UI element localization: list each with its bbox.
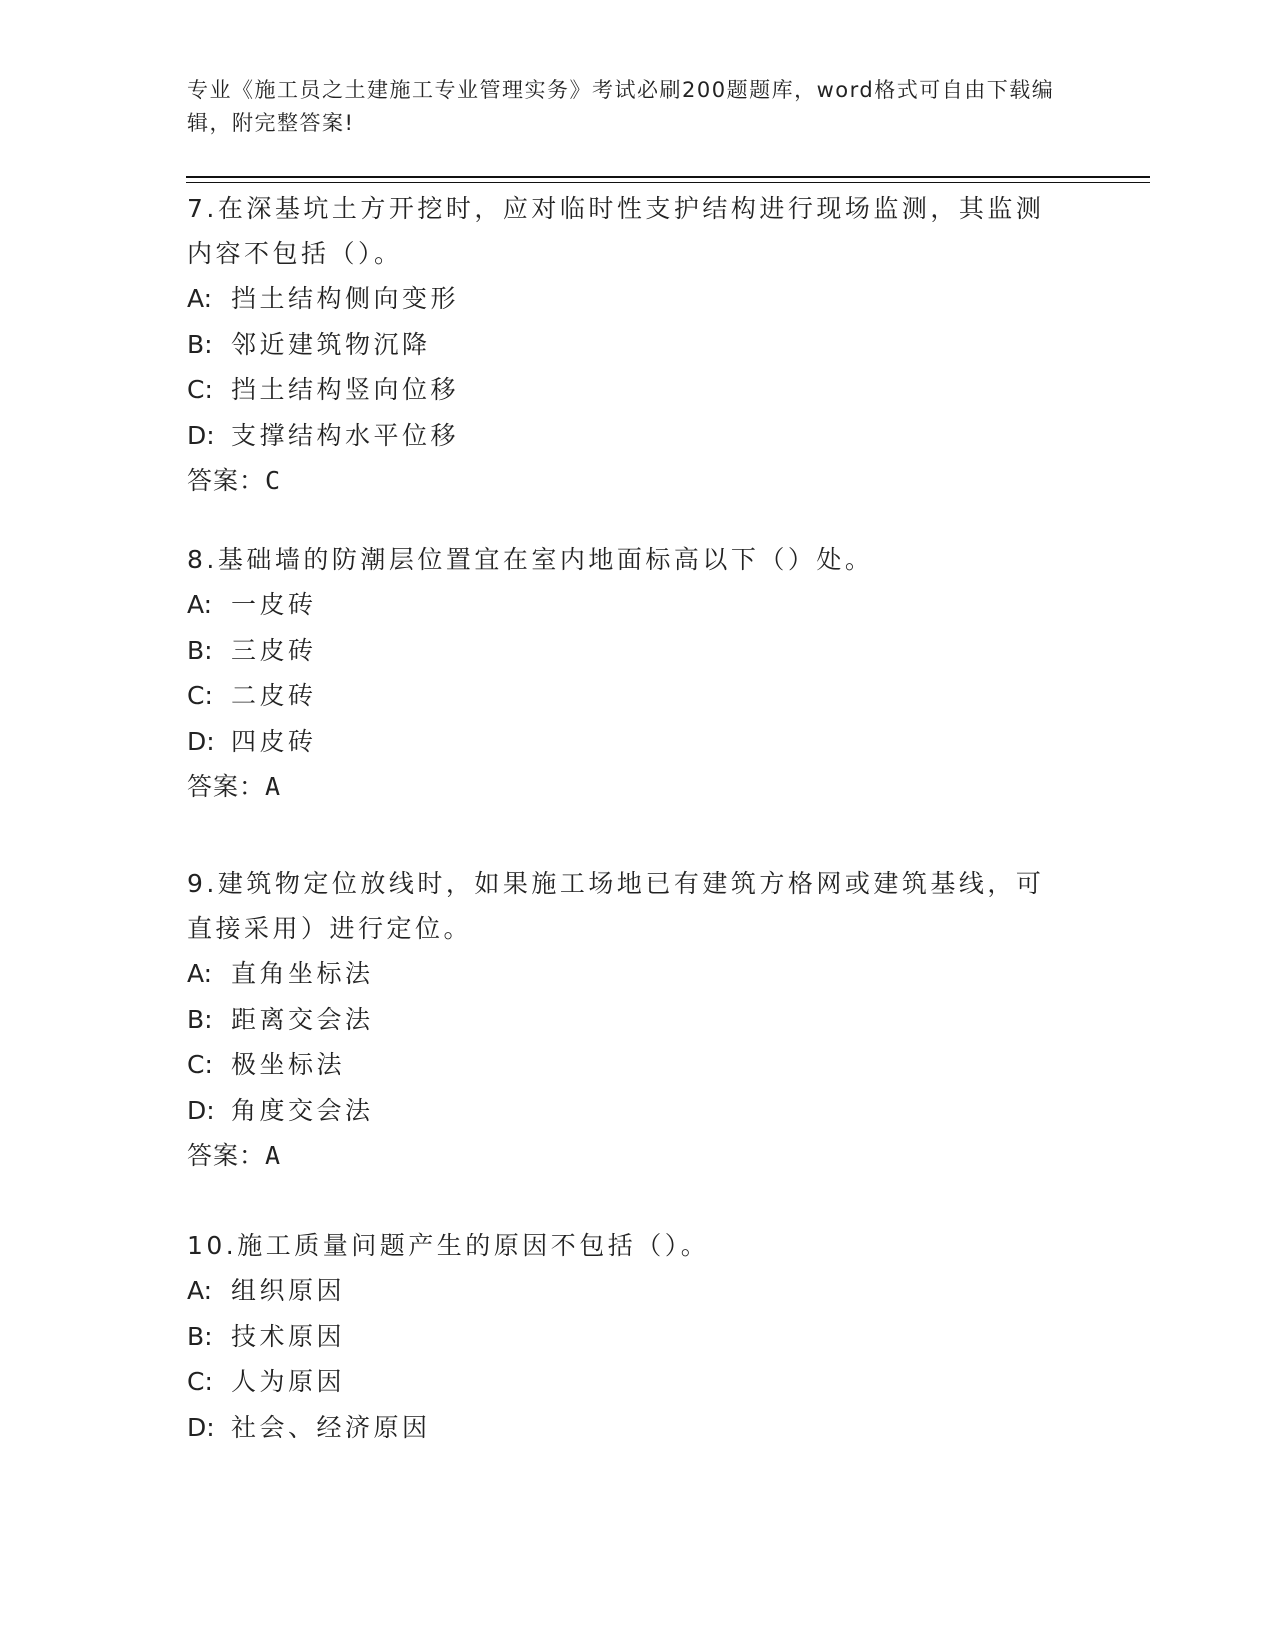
header-divider-thick xyxy=(186,176,1150,178)
option-text: 一皮砖 xyxy=(231,590,317,619)
option-text: 组织原因 xyxy=(231,1276,346,1305)
option-text: 二皮砖 xyxy=(231,681,317,710)
option-text: 支撑结构水平位移 xyxy=(231,420,460,450)
option-text: 角度交会法 xyxy=(231,1095,374,1125)
option-key: D: xyxy=(187,726,215,756)
option-key: B: xyxy=(187,1004,213,1034)
option-a xyxy=(187,276,1067,322)
answer-line xyxy=(187,458,1067,503)
option-key: C: xyxy=(187,1367,213,1396)
answer-line xyxy=(187,764,1067,809)
option-text: 距离交会法 xyxy=(231,1004,374,1034)
question-10 xyxy=(187,1223,1067,1450)
option-text: 技术原因 xyxy=(231,1321,346,1351)
answer-label: 答案： xyxy=(187,1141,266,1170)
option-key: C: xyxy=(187,1050,213,1079)
option-key: D: xyxy=(187,1412,215,1442)
option-d xyxy=(187,1088,1067,1134)
question-stem: 10.施工质量问题产生的原因不包括（）。 xyxy=(187,1231,710,1260)
option-text: 三皮砖 xyxy=(231,635,317,665)
question-stem: 9.建筑物定位放线时，如果施工场地已有建筑方格网或建筑基线，可直接采用）进行定位。 xyxy=(187,869,1045,943)
option-d xyxy=(187,1405,1067,1451)
option-b xyxy=(187,1314,1067,1360)
document-header: 专业《施工员之土建施工专业管理实务》考试必刷200题题库，word格式可自由下载编辑，附完整答案! xyxy=(187,78,1055,135)
option-a xyxy=(187,582,1067,628)
option-b xyxy=(187,628,1067,674)
option-c xyxy=(187,673,1067,719)
option-key: C: xyxy=(187,681,213,710)
option-d xyxy=(187,413,1067,459)
option-key: D: xyxy=(187,1095,215,1125)
option-text: 四皮砖 xyxy=(231,726,317,756)
question-stem: 7.在深基坑土方开挖时，应对临时性支护结构进行现场监测，其监测内容不包括（）。 xyxy=(187,194,1045,268)
option-key: A: xyxy=(187,1276,213,1305)
option-key: A: xyxy=(187,590,213,619)
option-b xyxy=(187,322,1067,368)
answer-value: C xyxy=(265,466,282,495)
answer-label: 答案： xyxy=(187,466,266,495)
answer-value: A xyxy=(265,772,282,801)
question-7 xyxy=(187,186,1067,503)
option-text: 社会、经济原因 xyxy=(231,1412,431,1442)
option-key: A: xyxy=(187,959,213,988)
option-text: 极坐标法 xyxy=(231,1050,346,1079)
option-a xyxy=(187,1268,1067,1314)
question-stem: 8.基础墙的防潮层位置宜在室内地面标高以下（）处。 xyxy=(187,545,874,574)
option-a xyxy=(187,951,1067,997)
option-text: 挡土结构竖向位移 xyxy=(231,375,460,404)
answer-value: A xyxy=(265,1141,282,1170)
option-c xyxy=(187,1359,1067,1405)
option-b xyxy=(187,997,1067,1043)
answer-line xyxy=(187,1133,1067,1178)
option-key: C: xyxy=(187,375,213,404)
option-key: B: xyxy=(187,1321,213,1351)
option-key: B: xyxy=(187,329,213,359)
option-text: 邻近建筑物沉降 xyxy=(231,329,431,359)
option-key: D: xyxy=(187,420,215,450)
answer-label: 答案： xyxy=(187,772,266,801)
option-d xyxy=(187,719,1067,765)
option-text: 挡土结构侧向变形 xyxy=(231,284,460,313)
option-key: B: xyxy=(187,635,213,665)
question-8 xyxy=(187,537,1067,809)
question-9 xyxy=(187,861,1067,1178)
option-c xyxy=(187,1042,1067,1088)
option-key: A: xyxy=(187,284,213,313)
option-text: 直角坐标法 xyxy=(231,959,374,988)
header-divider-thin xyxy=(186,182,1150,183)
option-text: 人为原因 xyxy=(231,1367,346,1396)
option-c xyxy=(187,367,1067,413)
